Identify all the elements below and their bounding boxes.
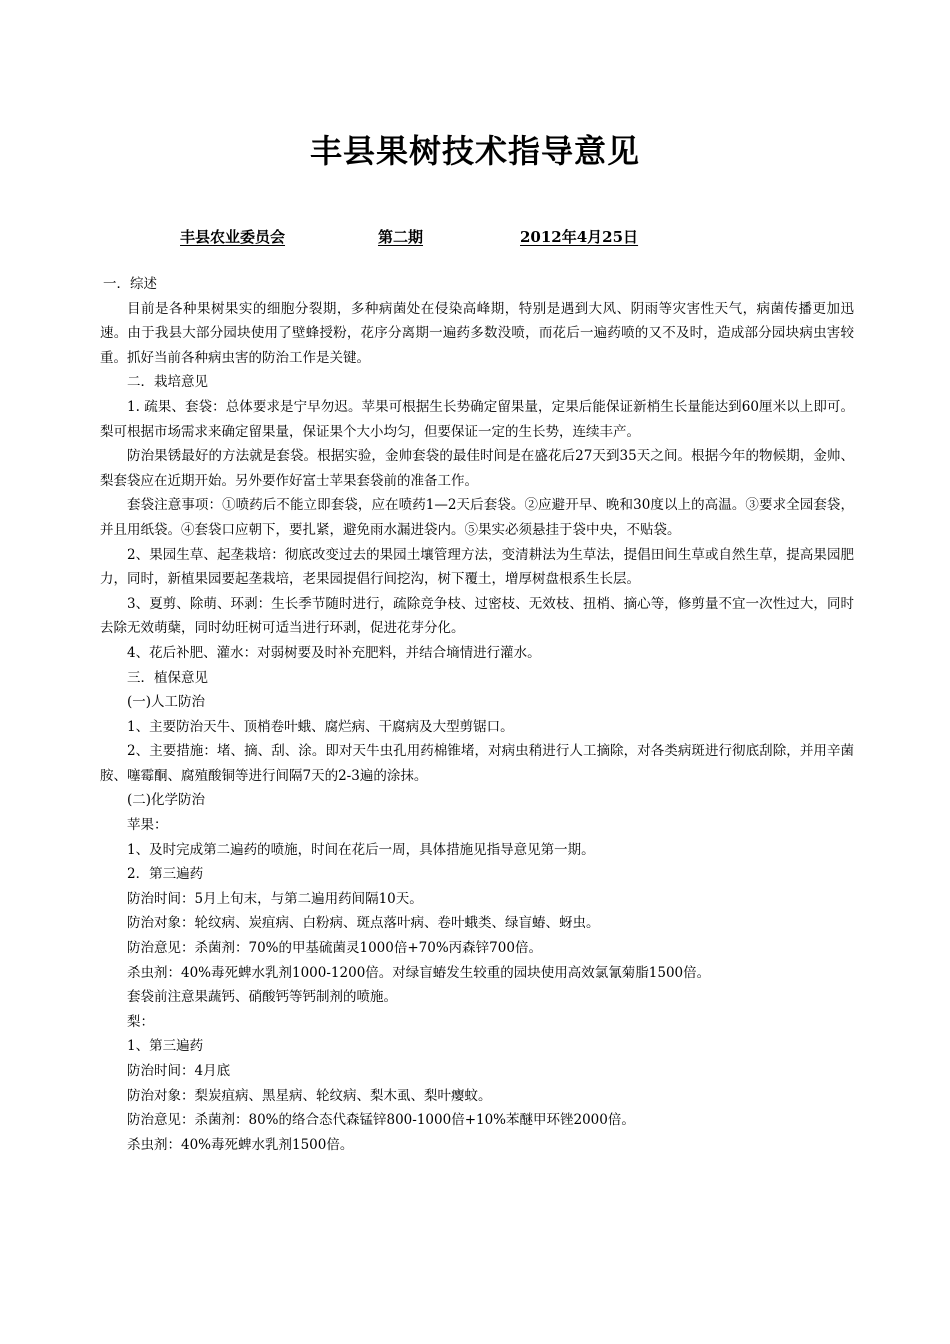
paragraph: 2．第三遍药 xyxy=(127,866,204,883)
paragraph: 2、果园生草、起垄栽培：彻底改变过去的果园土壤管理方法，变清耕法为生草法，提倡田间生草或自然生草，提高果园肥力，同时，新植果园要起垄栽培，老果园提倡行间挖沟，树下覆土，增厚树盘根系生长层。 xyxy=(100,546,854,588)
paragraph: 防治对象：轮纹病、炭疽病、白粉病、斑点落叶病、卷叶蛾类、绿盲蝽、蚜虫。 xyxy=(127,915,600,932)
subsection-heading: (二)化学防治 xyxy=(127,792,206,809)
paragraph: 套袋注意事项：①喷药后不能立即套袋，应在喷药1—2天后套袋。②应避开早、晚和30度以上的高温。③要求全园套袋，并且用纸袋。④套袋口应朝下，要扎紧，避免雨水漏进袋内。⑤果实必须悬挂于袋中央，不贴袋。 xyxy=(100,497,854,538)
paragraph: 杀虫剂：40%毒死蜱水乳剂1000-1200倍。对绿盲蝽发生较重的园块使用高效氯氰菊脂1500倍。 xyxy=(127,964,711,981)
paragraph: 1、及时完成第二遍药的喷施，时间在花后一周，具体措施见指导意见第一期。 xyxy=(127,841,595,858)
paragraph: 防治意见：杀菌剂：70%的甲基硫菌灵1000倍+70%丙森锌700倍。 xyxy=(127,940,542,957)
paragraph: 防治果锈最好的方法就是套袋。根据实验，金帅套袋的最佳时间是在盛花后27天到35天之间。根据今年的物候期，金帅、梨套袋应在近期开始。另外要作好富士苹果套袋前的准备工作。 xyxy=(100,448,854,489)
paragraph: 2、主要措施：堵、摘、刮、涂。即对天牛虫孔用药棉锥堵，对病虫稍进行人工摘除，对各类病斑进行彻底刮除，并用辛菌胺、噻霉酮、腐殖酸铜等进行间隔7天的2-3遍的涂抹。 xyxy=(100,743,854,784)
section-heading-plant-protection: 三．植保意见 xyxy=(127,669,208,686)
paragraph: 杀虫剂：40%毒死蜱水乳剂1500倍。 xyxy=(127,1136,354,1153)
paragraph: 1、主要防治天牛、顶梢卷叶蛾、腐烂病、干腐病及大型剪锯口。 xyxy=(127,718,514,735)
paragraph: 梨： xyxy=(127,1013,154,1030)
subsection-heading: (一)人工防治 xyxy=(127,694,206,711)
paragraph: 3、夏剪、除萌、环剥：生长季节随时进行，疏除竞争枝、过密枝、无效枝、扭梢、摘心等，修剪量不宜一次性过大，同时去除无效萌蘖，同时幼旺树可适当进行环剥，促进花芽分化。 xyxy=(100,595,854,637)
paragraph: 防治时间：4月底 xyxy=(127,1063,231,1079)
paragraph: 4、花后补肥、灌水：对弱树要及时补充肥料，并结合墒情进行灌水。 xyxy=(127,644,541,661)
paragraph: 苹果： xyxy=(127,817,168,834)
paragraph: 套袋前注意果蔬钙、硝酸钙等钙制剂的喷施。 xyxy=(127,989,397,1006)
paragraph: 1、第三遍药 xyxy=(127,1038,204,1055)
paragraph: 1. 疏果、套袋：总体要求是宁早勿迟。苹果可根据生长势确定留果量，定果后能保证新梢生长量能达到60厘米以上即可。梨可根据市场需求来确定留果量，保证果个大小均匀，但要保证一定的生长势，连续丰产。 xyxy=(100,398,854,440)
paragraph: 防治时间：5月上旬末，与第二遍用药间隔10天。 xyxy=(127,890,423,907)
section-heading-cultivation: 二．栽培意见 xyxy=(127,374,208,391)
section-heading-overview: 一．综述 xyxy=(103,276,157,292)
document-body xyxy=(100,272,854,1157)
issue-number: 第二期 xyxy=(378,228,424,246)
paragraph: 目前是各种果树果实的细胞分裂期，多种病菌处在侵染高峰期，特别是遇到大风、阴雨等灾害性天气，病菌传播更加迅速。由于我县大部分园块使用了壁蜂授粉，花序分离期一遍药多数没喷，而花后一遍药喷的又不及时，造成部分园块病虫害较重。抓好当前各种病虫害的防治工作是关键。 xyxy=(100,300,854,366)
issuing-organization: 丰县农业委员会 xyxy=(180,228,286,246)
paragraph: 防治对象：梨炭疽病、黑星病、轮纹病、梨木虱、梨叶瘿蚊。 xyxy=(127,1087,492,1104)
issue-date: 2012年4月25日 xyxy=(520,228,639,246)
paragraph: 防治意见：杀菌剂：80%的络合态代森锰锌800-1000倍+10%苯醚甲环锉2000倍。 xyxy=(127,1112,635,1129)
document-title: 丰县果树技术指导意见 xyxy=(309,132,640,170)
